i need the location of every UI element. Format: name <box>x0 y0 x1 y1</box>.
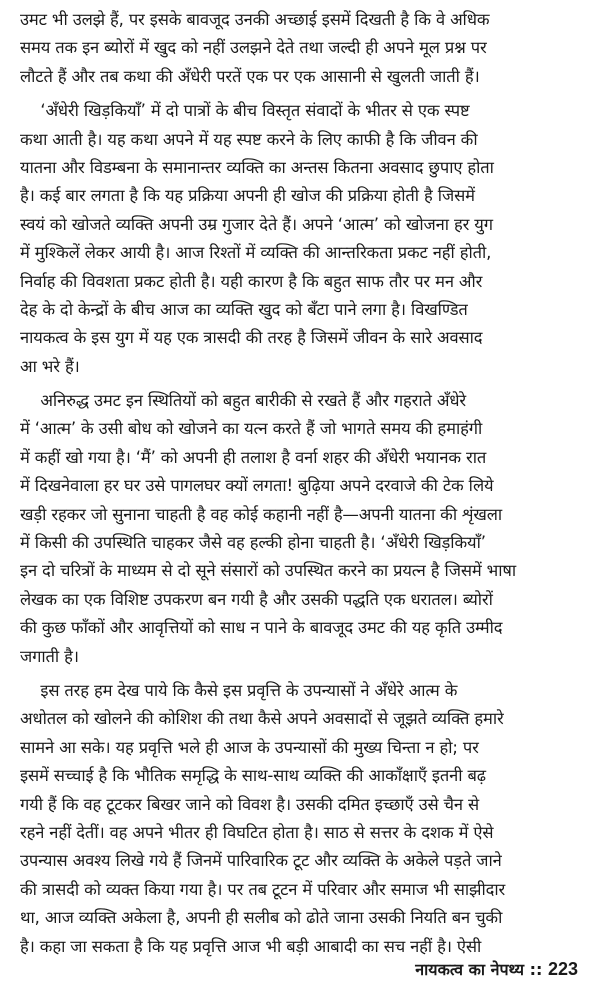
text-line: इस तरह हम देख पाये कि कैसे इस प्रवृत्ति के उपन्यासों ने अँधेरे आत्म के <box>20 680 458 700</box>
text-line: आ भरे हैं। <box>20 356 80 376</box>
text-line: में मुश्किलें लेकर आयी है। आज रिश्तों में व्यक्ति की आन्तरिकता प्रकट नहीं होती, <box>20 243 492 263</box>
text-line: निर्वाह की विवशता प्रकट होती है। यही कारण है कि बहुत साफ तौर पर मन और <box>20 271 483 291</box>
text-line: इन दो चरित्रों के माध्यम से दो सूने संसारों को उपस्थित करने का प्रयत्न है जिसमें भाषा <box>20 561 517 581</box>
text-line: इसमें सच्चाई है कि भौतिक समृद्धि के साथ-साथ व्यक्ति की आकाँक्षाएँ इतनी बढ़ <box>20 766 486 786</box>
text-line: की त्रासदी को व्यक्त किया गया है। पर तब टूटन में परिवार और समाज भी साझीदार <box>20 879 506 899</box>
text-line: अधोतल को खोलने की कोशिश की तथा कैसे अपने अवसादों से जूझते व्यक्ति हमारे <box>20 709 504 729</box>
text-line: ‘अँधेरी खिड़कियाँ’ में दो पात्रों के बीच विस्तृत संवादों के भीतर से एक स्पष्ट <box>20 101 470 121</box>
text-line: था, आज व्यक्ति अकेला है, अपनी ही सलीब को ढोते जाना उसकी नियति बन चुकी <box>20 908 503 928</box>
page-number: 223 <box>547 959 578 979</box>
running-title: नायकत्व का नेपथ्य <box>415 960 524 979</box>
text-line: नायकत्व के इस युग में यह एक त्रासदी की तरह है जिसमें जीवन के सारे अवसाद <box>20 328 483 348</box>
text-line: उमट भी उलझे हैं, पर इसके बावजूद उनकी अच्छाई इसमें दिखती है कि वे अधिक <box>20 10 490 29</box>
text-line: की कुछ फाँकों और आवृत्तियों को साध न पाने के बावजूद उमट की यह कृति उम्मीद <box>20 618 503 638</box>
text-line: देह के दो केन्द्रों के बीच आज का व्यक्ति खुद को बँटा पाने लगा है। विखण्डित <box>20 299 468 319</box>
paragraph <box>20 97 590 381</box>
text-line: है। कहा जा सकता है कि यह प्रवृत्ति आज भी बड़ी आबादी का सच नहीं है। ऐसी <box>20 936 482 956</box>
text-line: उपन्यास अवश्य लिखे गये हैं जिनमें पारिवारिक टूट और व्यक्ति के अकेले पड़ते जाने <box>20 851 502 871</box>
page-footer <box>415 957 578 982</box>
paragraph <box>20 6 590 91</box>
text-line: कथा आती है। यह कथा अपने में यह स्पष्ट करने के लिए काफी है कि जीवन की <box>20 129 478 149</box>
text-line: में किसी की उपस्थिति चाहकर जैसे वह हल्की होना चाहती है। ‘अँधेरी खिड़कियाँ’ <box>20 533 486 553</box>
text-line: जगाती है। <box>20 646 79 666</box>
text-line: लेखक का एक विशिष्ट उपकरण बन गयी है और उसकी पद्धति एक धरातल। ब्योरों <box>20 589 493 609</box>
text-line: में ‘आत्म’ के उसी बोध को खोजने का यत्न करते हैं जो भागते समय की हमाहंगी <box>20 419 483 439</box>
text-line: में दिखनेवाला हर घर उसे पागलघर क्यों लगता! बुढ़िया अपने दरवाजे की टेक लिये <box>20 476 494 496</box>
body-text <box>20 6 590 961</box>
paragraph <box>20 677 590 961</box>
text-line: स्वयं को खोजते व्यक्ति अपनी उम्र गुजार देते हैं। अपने ‘आत्म’ को खोजना हर युग <box>20 214 493 234</box>
text-line: समय तक इन ब्योरों में खुद को नहीं उलझने देते तथा जल्दी ही अपने मूल प्रश्न पर <box>20 38 487 58</box>
text-line: है। कई बार लगता है कि यह प्रक्रिया अपनी ही खोज की प्रक्रिया होती है जिसमें <box>20 186 475 206</box>
footer-separator: :: <box>529 960 543 979</box>
text-line: गयी हैं कि वह टूटकर बिखर जाने को विवश है। उसकी दमित इच्छाएँ उसे चैन से <box>20 794 479 814</box>
text-line: सामने आ सके। यह प्रवृत्ति भले ही आज के उपन्यासों की मुख्य चिन्ता न हो; पर <box>20 737 479 757</box>
text-line: लौटते हैं और तब कथा की अँधेरी परतें एक पर एक आसानी से खुलती जाती हैं। <box>20 66 480 86</box>
text-line: में कहीं खो गया है। ‘मैं’ को अपनी ही तलाश है वर्ना शहर की अँधेरी भयानक रात <box>20 447 487 467</box>
text-line: अनिरुद्ध उमट इन स्थितियों को बहुत बारीकी से रखते हैं और गहराते अँधेरे <box>20 391 466 411</box>
text-line: यातना और विडम्बना के समानान्तर व्यक्ति का अन्तस कितना अवसाद छुपाए होता <box>20 157 494 177</box>
text-line: खड़ी रहकर जो सुनाना चाहती है वह कोई कहानी नहीं है—अपनी यातना की शृंखला <box>20 504 503 524</box>
paragraph <box>20 387 590 671</box>
text-line: रहने नहीं देतीं। वह अपने भीतर ही विघटित होता है। साठ से सत्तर के दशक में ऐसे <box>20 822 494 842</box>
